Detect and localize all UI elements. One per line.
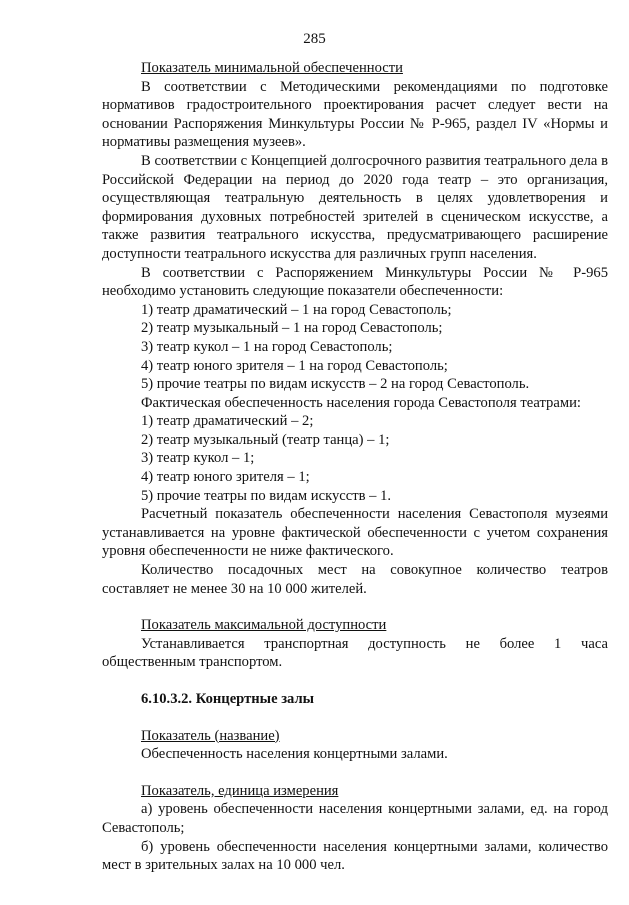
document-body [102, 59, 608, 875]
paragraph-method-recommendations: В соответствии с Методическими рекомендациями по подготовке нормативов градостроительного проектирования расчет следует вести на основании Распоряжения Минкультуры России № Р-965, раздел IV «Нормы и нормативы размещения музеев». [102, 78, 608, 151]
paragraph-seats: Количество посадочных мест на совокупное количество театров составляет не менее 30 на 10 000 жителей. [102, 562, 608, 597]
norms-list [102, 301, 608, 394]
list-item: 4) театр юного зрителя – 1 на город Севастополь; [141, 357, 448, 374]
list-item: 2) театр музыкальный – 1 на город Севастополь; [141, 320, 443, 337]
list-item: 4) театр юного зрителя – 1; [141, 469, 310, 486]
indicator-unit-b: б) уровень обеспеченности населения концертными залами, количество мест в зрительных залах на 10 000 чел. [102, 838, 608, 874]
paragraph-norms-intro: В соответствии с Распоряжением Минкультуры России № Р-965 необходимо установить следующие показатели обеспеченности: [102, 264, 608, 300]
list-item: 2) театр музыкальный (театр танца) – 1; [141, 431, 390, 448]
indicator-name-text: Обеспеченность населения концертными залами. [141, 746, 448, 763]
list-item: 3) театр кукол – 1 на город Севастополь; [141, 338, 393, 355]
list-item: 5) прочие театры по видам искусств – 2 на город Севастополь. [141, 376, 530, 393]
list-item: 1) театр драматический – 2; [141, 413, 314, 430]
paragraph-transport-accessibility: Устанавливается транспортная доступность не более 1 часа общественным транспортом. [102, 635, 608, 671]
list-item: 1) театр драматический – 1 на город Севастополь; [141, 301, 452, 318]
max-accessibility-heading: Показатель максимальной доступности [141, 617, 387, 634]
actual-provision-intro: Фактическая обеспеченность населения города Севастополя театрами: [141, 394, 581, 411]
min-provision-heading: Показатель минимальной обеспеченности [141, 60, 403, 76]
actual-list [102, 412, 608, 505]
paragraph-calculated-indicator: Расчетный показатель обеспеченности населения Севастополя музеями устанавливается на уровне фактической обеспеченности с учетом сохранения уровня обеспеченности не ниже фактического. [102, 506, 608, 560]
list-item: 5) прочие театры по видам искусств – 1. [141, 487, 392, 504]
page-number: 285 [303, 31, 326, 47]
indicator-name-heading: Показатель (название) [141, 727, 280, 744]
list-item: 3) театр кукол – 1; [141, 450, 255, 467]
indicator-unit-heading: Показатель, единица измерения [141, 782, 339, 799]
indicator-unit-a: а) уровень обеспеченности населения концертными залами, ед. на город Севастополь; [102, 801, 608, 836]
paragraph-theatre-concept: В соответствии с Концепцией долгосрочного развития театрального дела в Российской Федерации на период до 2020 года театр – это организация, осуществляющая театральную деятельность в целях удовлетворения и формирования духовных потребностей зрителей в сценическом искусстве, а также развития театрального искусства, предусматривающего расширение доступности театрального искусства для различных групп населения. [102, 152, 608, 262]
section-title-concert-halls: 6.10.3.2. Концертные залы [141, 691, 315, 707]
